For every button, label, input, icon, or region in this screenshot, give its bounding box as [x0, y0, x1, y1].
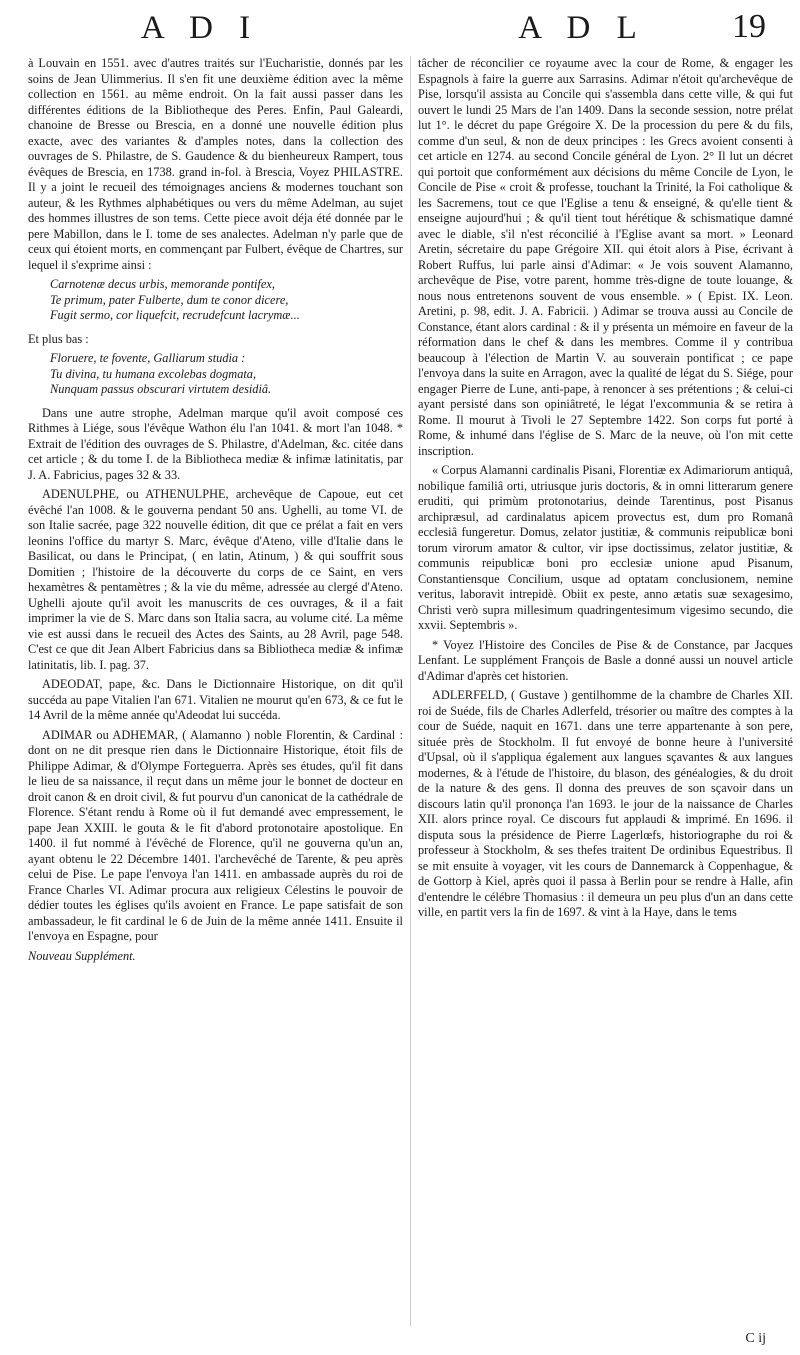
verse-intro: Et plus bas :: [28, 331, 89, 346]
page-number: 19: [732, 8, 766, 45]
footer-left: [28, 949, 403, 965]
left-column: [28, 56, 403, 1346]
verse-line: Nunquam passus obscurari virtutem desidiâ.: [50, 382, 272, 396]
signature-mark: C ij: [745, 1331, 766, 1346]
verse-line: Te primum, pater Fulberte, dum te conor dicere,: [50, 292, 289, 307]
running-header: [0, 4, 800, 52]
paragraph: à Louvain en 1551. avec d'autres traités sur l'Eucharistie, donnés par les soins de Jean Ulimmerius. Il s'en fit une deuxième édition avec la même collection en 1561. au même endroit. On la fait aussi passer dans les différentes éditions de la Bibliotheque des Peres. Enfin, Paul Galeardi, chanoine de Bresse ou Brescia, en a donné une nouvelle édition plus exacte, avec des variantes & d'amples notes, dans la collection des ouvrages de S. Philastre, de S. Gaudence & du bienheureux Rampert, tous évêques de Brescia, en 1738. grand in-fol. à Brescia, Voyez PHILASTRE. Il y a joint le recueil des témoignages anciens & modernes touchant son auteur, & les Rythmes alphabétiques ou vers du même Adelman, au sujet des hommes illustres de son tems. Cette piece avoit déja été donnée par le pere Mabillon, dans le I. tome de ses analectes. Adelman n'y parle que de ceux qui étoient morts, en commençant par Fulbert, évêque de Chartres, sur lequel il s'exprime ainsi :: [28, 56, 403, 272]
inscription-quote: « Corpus Alamanni cardinalis Pisani, Florentiæ ex Adimariorum antiquâ, nobilique familiâ orti, utriusque juris doctoris, & in omni litterarum genere eruditi, qui primùm protonotarius, deinde Tarentinus, post Pisanus archipræsul, ad cardinalatus apicem provectus est, dum pro Romanâ ecclesiâ fungeretur. Domus, zelator justitiæ, & communis reipublicæ boni torum virorum amator & cultor, vir ipse doctissimus, zelator justitiæ, & communis reipublicæ boni pro ecclesiæ unione apud Pisanum, Constantiensque Concilium, usque ad optatam conclusionem, nemine veritus, laboravit intrepidè. Obiit ex peste, anno ætatis suæ sexagesimo, Christi verò supra millesimum quadringentesimum vigesimo secundo, die xxvii. Septembris ».: [418, 463, 793, 632]
entry-adimar: ADIMAR ou ADHEMAR, ( Alamanno ) noble Florentin, & Cardinal : dont on ne dit presque rien dans le Dictionnaire Historique, étoit fils de Philippe Adimar, & d'Olympe Forteguerra. Après ses études, qu'il fit dans le lieu de sa naissance, il reçut dans un même jour le bonnet de docteur en droit canon & en droit civil, & fut pourvu d'un canonicat de la cathédrale de Florence. S'étant rendu à Rome où il fut demandé avec empressement, le pape Jean XXIII. le gouta & le fit d'abord protonotaire apostolique. En 1400. il fut nommé à l'évêché de Florence, qu'il ne gouverna qu'un an, ayant obtenu le 22 Décembre 1401. l'archevêché de Tarente, & peu après celui de Pise. Le pape l'envoya l'an 1411. en ambassade auprès du roi de France Charles VI. Adimar procura aux religieux Célestins le pouvoir de dédier toutes les églises qu'ils avoient en France. Le pape satisfait de son ambassadeur, le fit cardinal le 6 de Juin de la même année 1411. Ensuite il l'envoya en Espagne, pour: [28, 727, 403, 943]
verse-line: Floruere, te fovente, Galliarum studia :: [50, 351, 246, 365]
verse-line: Carnotenæ decus urbis, memorande pontifex,: [50, 277, 275, 291]
right-column: [418, 56, 793, 1346]
verse-line: Fugit sermo, cor liquefcit, recrudefcunt lacrymæ...: [50, 308, 300, 322]
verse-line: Tu divina, tu humana excolebas dogmata,: [50, 366, 257, 381]
entry-adenulphe: ADENULPHE, ou ATHENULPHE, archevêque de Capoue, eut cet évêché l'an 1008. & le gouverna pendant 50 ans. Ughelli, au tome VI. de son Italie sacrée, page 322 nouvelle édition, dit que ce prélat a fait en vers leonins l'office du martyr S. Marc, évêque d'Ateno, ville d'Italie dans le Basilicat, ou dans le Principat, ( en latin, Atinum, ) & qui souffrit sous Domitien ; l'histoire de la découverte du corps de ce Saint, en vers hexamètres & pentamètres ; & la vie du même, adressée au clergé d'Ateno. Ughelli ajoute qu'il avoit les manuscrits de ces ouvrages, & il a fait imprimer la vie de S. Marc dans son Italia sacra, au volume cité. La même vie est aussi dans le recueil des Actes des Saints, au 28 Avril, page 548. C'est ce que dit Jean Albert Fabricius dans sa Bibliotheca mediæ & infimæ latinitatis, lib. I. pag. 37.: [28, 487, 403, 672]
entry-adeodat: ADEODAT, pape, &c. Dans le Dictionnaire Historique, on dit qu'il succéda au pape Vitalien l'an 671. Vitalien ne mourut qu'en 673, & ce fut le 14 Avril de la même année qu'Adeodat lui succéda.: [28, 677, 403, 722]
footer-left-text: Nouveau Supplément.: [28, 948, 136, 963]
entry-adlerfeld: ADLERFELD, ( Gustave ) gentilhomme de la chambre de Charles XII. roi de Suéde, fils de Charles Adlerfeld, trésorier ou maître des comptes à la cour de Suéde, naquit en 1671. dans une terre appartenante à son pere, située près de Stockholm. Il fut envoyé de bonne heure à l'université d'Upsal, où il s'appliqua également aux langues sçavantes & aux langues modernes, & à l'étude de l'histoire, du blason, des généalogies, & du droit de la nature & des gens. Il donna des preuves de son sçavoir dans un discours latin qu'il prononça l'an 1693. le jour de la naissance de Charles XII. alors prince royal. Ce discours fut applaudi & imprimé. En 1696. il disputa sous la présidence de Pierre Lagerlœfs, historiographe du roi & professeur à Stockholm, & ses thefes traitent De ordinibus Equestribus. Il se mit ensuite à voyager, vit les cours de Dannemarck à Coppenhague, & de Gottorp à Kiel, après quoi il passa à Berlin pour se rendre à Halle, afin d'entendre le célébre Thomasius : il demeura un peu plus d'un an dans cette ville, en partit vers la fin de 1697. & vint à la Haye, dans le tems: [418, 688, 793, 919]
header-left-title: A D I: [140, 10, 260, 46]
paragraph: tâcher de réconcilier ce royaume avec la cour de Rome, & engager les Espagnols à faire la guerre aux Sarrasins. Adimar n'étoit qu'archevêque de Pise, lorsqu'il assista au Concile qui s'assembla dans cette ville, & qui fut ouvert le lundi 25 Mars de l'an 1409. Dans la seconde session, notre prélat lut 1°. le décret du pape Grégoire X. De la procession du pere & du fils, comme d'un seul, & non de deux principes : les Grecs avoient consenti à cet article en 1274. au second Concile général de Lyon. 2° Il lut un décret qui portoit que conformément aux décisions du même Concile de Lyon, le Concile de Pise « croit & professe, touchant la Trinité, la Foi catholique & les Sacremens, tout ce que l'Eglise a tenu & enseigné, & qu'elle tient & enseigne aujourd'hui ; & qu'il tient tout hérétique & schismatique damné avec le diable, s'il n'est réconcilié à l'Eglise avant sa mort. » Leonard Aretin, sécretaire du pape Grégoire XII. qui étoit alors à Pise, écrivant à Robert Ruffus, lui parle ainsi d'Adimar: « Je vois souvent Alamanno, archevêque de Pise, votre parent, homme très-digne de toute louange, & nous nous entretenons souvent de vous ensemble. » ( Epist. IX. Leon. Aretini, p. 98, edit. J. A. Fabricii. ) Adimar se trouva aussi au Concile de Constance, étant alors cardinal : & il y présenta un mémoire en faveur de la réformation dans le chef & dans les membres. Comme il y contribua beaucoup à l'élection de Martin V. au souverain pontificat ; ce pape l'envoya dans la suite en Arragon, avec la qualité de légat du S. Siége, pour engager Pierre de Lune, anti-pape, à renoncer à ses prétentions ; & celui-ci ayant persisté dans son opiniâtreté, le légat l'excommunia & se retira à Rome. Il mourut à Tivoli le 27 Septembre 1422. Son corps fut porté à Rome, & inhumé dans l'église de S. Marc de la neuve, où l'on mit cette inscription.: [418, 56, 793, 458]
paragraph: Dans une autre strophe, Adelman marque qu'il avoit composé ces Rithmes à Liége, sous l'évêque Wathon élu l'an 1041. & mort l'an 1048. * Extrait de l'édition des ouvrages de S. Philastre, d'Adelman, &c. citée dans cet article ; & du tome I. de la Bibliotheca mediæ & infimæ latinitatis, par J. A. Fabricius, pages 32 & 33.: [28, 405, 403, 482]
column-divider: [410, 56, 411, 1326]
header-right-title: A D L: [518, 10, 646, 46]
source-note: * Voyez l'Histoire des Conciles de Pise & de Constance, par Jacques Lenfant. Le supplément François de Basle a donné aussi un nouvel article d'Adimar d'après cet historien.: [418, 637, 793, 683]
